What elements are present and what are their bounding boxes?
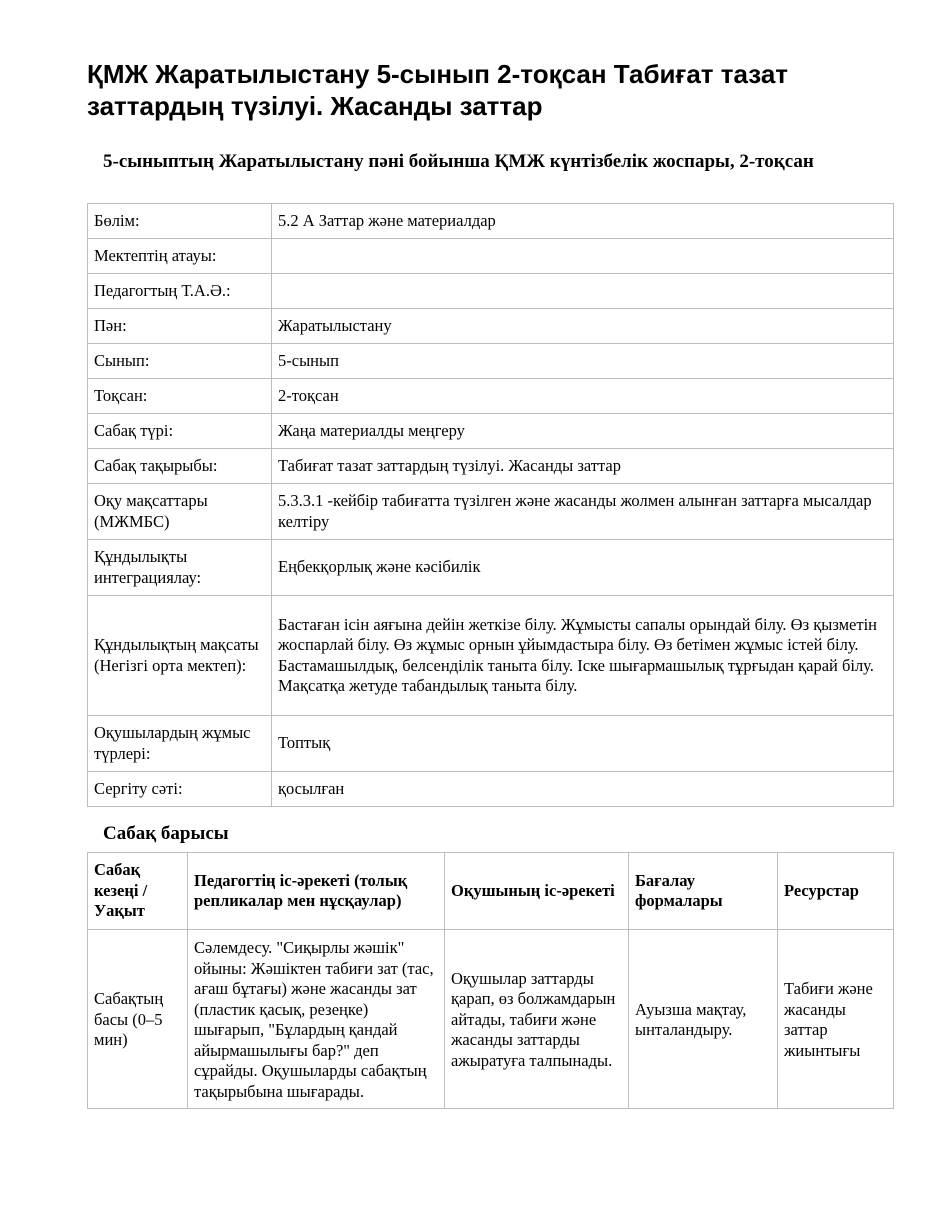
info-row — [88, 379, 894, 414]
info-row-value: Жаңа материалды меңгеру — [272, 414, 894, 449]
lesson-table-header-cell: Педагогтің іс-әрекеті (толық репликалар мен нұсқаулар) — [188, 853, 445, 930]
info-row — [88, 595, 894, 715]
info-row-value — [272, 274, 894, 309]
info-row — [88, 239, 894, 274]
info-row-value: Табиғат тазат заттардың түзілуі. Жасанды заттар — [272, 448, 894, 483]
info-row — [88, 771, 894, 806]
lesson-info-body — [88, 204, 894, 807]
lesson-progress-table — [87, 852, 894, 1109]
info-row-value: қосылған — [272, 771, 894, 806]
info-row — [88, 344, 894, 379]
info-row-label: Сергіту сәті: — [88, 771, 272, 806]
info-row-value — [272, 239, 894, 274]
info-row — [88, 274, 894, 309]
info-row — [88, 204, 894, 239]
info-row-label: Пән: — [88, 309, 272, 344]
info-row-label: Мектептің атауы: — [88, 239, 272, 274]
lesson-table-header-row — [88, 853, 894, 930]
page-title: ҚМЖ Жаратылыстану 5-сынып 2-тоқсан Табиғат тазат заттардың түзілуі. Жасанды заттар — [87, 59, 789, 121]
info-row — [88, 309, 894, 344]
lesson-table-header-cell: Оқушының іс-әрекеті — [445, 853, 629, 930]
lesson-table-cell: Сәлемдесу. "Сиқырлы жәшік" ойыны: Жәшіктен табиғи зат (тас, ағаш бұтағы) және жасанды зат (пластик қасық, резеңке) шығарып, "Бұлардың қандай айырмашылығы бар?" деп сұрайды. Оқушыларды сабақтың тақырыбына шығарады. — [188, 930, 445, 1109]
info-row-value: Еңбекқорлық және кәсібилік — [272, 539, 894, 595]
lesson-table-cell: Оқушылар заттарды қарап, өз болжамдарын айтады, табиғи және жасанды заттарды ажыратуға талпынады. — [445, 930, 629, 1109]
lesson-table-header-cell: Сабақ кезеңі / Уақыт — [88, 853, 188, 930]
info-row-value: Бастаған ісін аяғына дейін жеткізе білу. Жұмысты сапалы орындай білу. Өз қызметін жоспарлай білу. Өз жұмыс орнын ұйымдастыра білу. Өз бетімен жұмыс істей білу. Бастамашылдық, белсенділік таныта білу. Іске шығармашылық тұрғыдан қарай білу. Мақсатқа жетуде табандылық таныта білу. — [272, 595, 894, 715]
lesson-table-header-cell: Бағалау формалары — [629, 853, 778, 930]
lesson-table-body — [88, 930, 894, 1109]
info-row-value: 5.2 А Заттар және материалдар — [272, 204, 894, 239]
info-row-label: Құндылықты интеграциялау: — [88, 539, 272, 595]
lesson-table-cell: Сабақтың басы (0–5 мин) — [88, 930, 188, 1109]
info-row-label: Педагогтың Т.А.Ә.: — [88, 274, 272, 309]
info-row — [88, 483, 894, 539]
lesson-table-row — [88, 930, 894, 1109]
info-row-value: Жаратылыстану — [272, 309, 894, 344]
lesson-table-cell: Ауызша мақтау, ынталандыру. — [629, 930, 778, 1109]
info-row-label: Сынып: — [88, 344, 272, 379]
info-row-value: Топтық — [272, 715, 894, 771]
info-row — [88, 539, 894, 595]
lesson-table-header-cell: Ресурстар — [778, 853, 894, 930]
info-row-label: Бөлім: — [88, 204, 272, 239]
info-row-label: Оқушылардың жұмыс түрлері: — [88, 715, 272, 771]
info-row-value: 2-тоқсан — [272, 379, 894, 414]
plan-subtitle: 5-сыныптың Жаратылыстану пәні бойынша ҚМЖ күнтізбелік жоспары, 2-тоқсан — [103, 151, 814, 172]
info-row-value: 5.3.3.1 -кейбір табиғатта түзілген және жасанды жолмен алынған заттарға мысалдар келтіру — [272, 483, 894, 539]
lesson-table-cell: Табиғи және жасанды заттар жиынтығы — [778, 930, 894, 1109]
info-row-value: 5-сынып — [272, 344, 894, 379]
info-row-label: Сабақ тақырыбы: — [88, 448, 272, 483]
info-row-label: Тоқсан: — [88, 379, 272, 414]
info-row — [88, 414, 894, 449]
info-row — [88, 715, 894, 771]
info-row-label: Сабақ түрі: — [88, 414, 272, 449]
info-row — [88, 448, 894, 483]
lesson-progress-heading: Сабақ барысы — [103, 823, 229, 844]
lesson-info-table — [87, 203, 894, 807]
info-row-label: Құндылықтың мақсаты (Негізгі орта мектеп): — [88, 595, 272, 715]
info-row-label: Оқу мақсаттары (МЖМБС) — [88, 483, 272, 539]
